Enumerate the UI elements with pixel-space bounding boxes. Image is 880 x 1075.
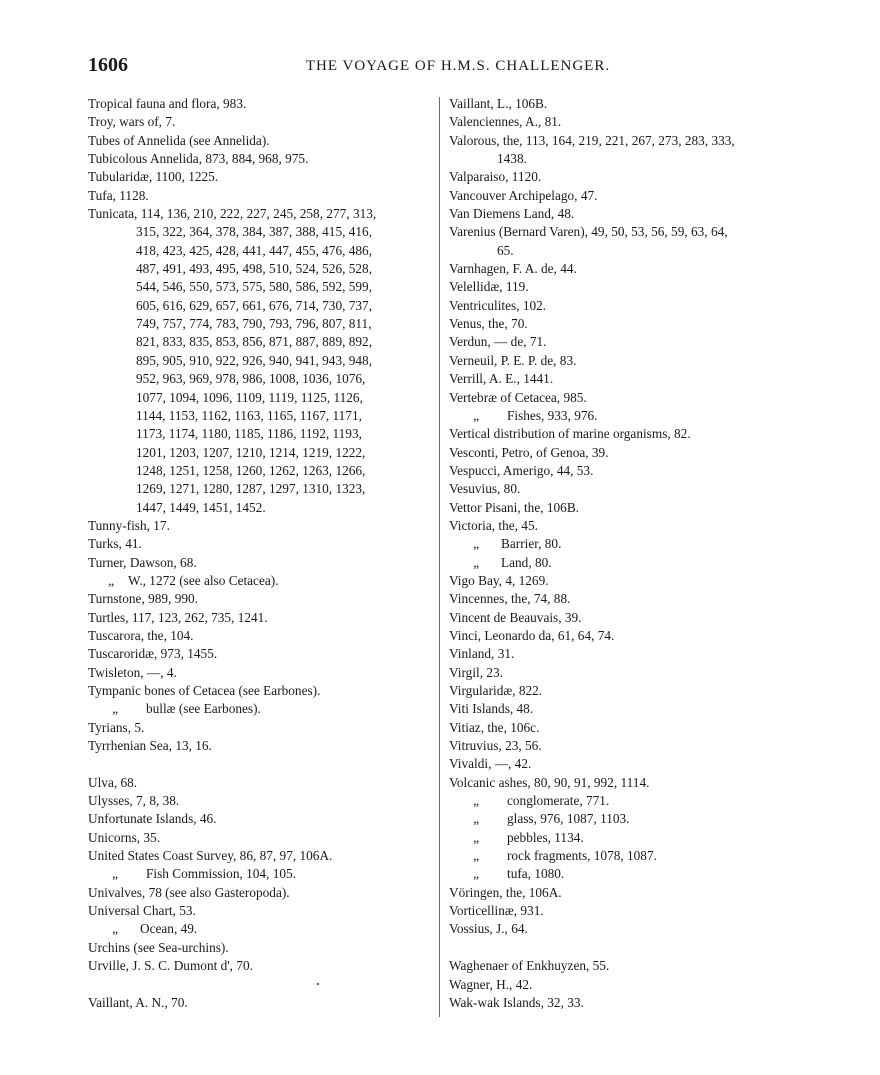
subentry-text: W., 1272 (see also Cetacea). bbox=[128, 572, 279, 588]
index-entry: Univalves, 78 (see also Gasteropoda). bbox=[88, 884, 290, 900]
subentry-text: rock fragments, 1078, 1087. bbox=[507, 848, 657, 864]
index-entry-continuation: 1269, 1271, 1280, 1287, 1297, 1310, 1323, bbox=[136, 481, 366, 497]
index-entry-continuation: 1173, 1174, 1180, 1185, 1186, 1192, 1193, bbox=[136, 426, 362, 442]
index-entry-continuation: 605, 616, 629, 657, 661, 676, 714, 730, 737, bbox=[136, 297, 373, 313]
index-entry: Vincent de Beauvais, 39. bbox=[449, 609, 582, 625]
print-speck bbox=[317, 983, 319, 985]
index-entry-continuation: 487, 491, 493, 495, 498, 510, 524, 526, 528, bbox=[136, 261, 373, 277]
index-entry: Wagner, H., 42. bbox=[449, 976, 533, 992]
index-entry-tunicata: Tunicata, 114, 136, 210, 222, 227, 245, 258, 277, 313, bbox=[88, 206, 377, 222]
index-entry: Tubicolous Annelida, 873, 884, 968, 975. bbox=[88, 151, 309, 167]
index-entry: Virgil, 23. bbox=[449, 664, 503, 680]
index-entry: Vivaldi, —, 42. bbox=[449, 756, 532, 772]
index-subentry bbox=[449, 407, 829, 425]
index-entry: Tubularidæ, 1100, 1225. bbox=[88, 169, 219, 185]
index-entry: Urville, J. S. C. Dumont d', 70. bbox=[88, 958, 253, 974]
index-entry: Van Diemens Land, 48. bbox=[449, 206, 575, 222]
index-entry: Vöringen, the, 106A. bbox=[449, 884, 562, 900]
index-entry: Turner, Dawson, 68. bbox=[88, 554, 197, 570]
index-entry: Vaillant, L., 106B. bbox=[449, 96, 548, 111]
index-entry: Tufa, 1128. bbox=[88, 187, 149, 203]
ditto-mark: „ bbox=[108, 572, 114, 588]
index-entry-continuation: 821, 833, 835, 853, 856, 871, 887, 889, 892, bbox=[136, 334, 373, 350]
index-entry: Volcanic ashes, 80, 90, 91, 992, 1114. bbox=[449, 774, 650, 790]
index-entry: Wak-wak Islands, 32, 33. bbox=[449, 994, 584, 1010]
index-entry: Turks, 41. bbox=[88, 536, 142, 552]
index-entry-continuation: 544, 546, 550, 573, 575, 580, 586, 592, 599, bbox=[136, 279, 373, 295]
subentry-text: bullæ (see Earbones). bbox=[146, 701, 261, 717]
index-entry: Vinland, 31. bbox=[449, 646, 515, 662]
index-entry: Valenciennes, A., 81. bbox=[449, 114, 562, 130]
index-entry: Vesuvius, 80. bbox=[449, 481, 521, 497]
ditto-mark: „ bbox=[473, 407, 479, 423]
index-entry: Vorticellinæ, 931. bbox=[449, 903, 544, 919]
index-entry: Tuscaroridæ, 973, 1455. bbox=[88, 646, 218, 662]
index-entry-continuation: 952, 963, 969, 978, 986, 1008, 1036, 1076, bbox=[136, 371, 366, 387]
index-entry: Vespucci, Amerigo, 44, 53. bbox=[449, 462, 594, 478]
ditto-mark: „ bbox=[112, 701, 118, 717]
running-title: THE VOYAGE OF H.M.S. CHALLENGER. bbox=[305, 58, 611, 74]
index-entry: Tympanic bones of Cetacea (see Earbones). bbox=[88, 683, 321, 698]
index-entry: Tropical fauna and flora, 983. bbox=[88, 96, 247, 111]
letter-gap bbox=[449, 939, 829, 957]
index-subentry bbox=[88, 700, 428, 718]
index-subentry bbox=[449, 865, 829, 883]
index-subentry bbox=[449, 535, 829, 553]
subentry-text: conglomerate, 771. bbox=[507, 793, 610, 809]
index-entry: Vitruvius, 23, 56. bbox=[449, 738, 542, 754]
index-subentry bbox=[88, 572, 428, 590]
index-entry: Vertical distribution of marine organisms, 82. bbox=[449, 426, 691, 442]
index-entry: Waghenaer of Enkhuyzen, 55. bbox=[449, 958, 610, 974]
index-entry: Verdun, — de, 71. bbox=[449, 334, 547, 350]
subentry-text: Fish Commission, 104, 105. bbox=[146, 866, 296, 882]
index-entry: Tubes of Annelida (see Annelida). bbox=[88, 132, 270, 148]
subentry-text: Barrier, 80. bbox=[501, 536, 562, 552]
index-entry: United States Coast Survey, 86, 87, 97, 106A. bbox=[88, 848, 333, 864]
letter-gap bbox=[88, 976, 428, 994]
subentry-text: Ocean, 49. bbox=[140, 921, 198, 937]
index-entry: Urchins (see Sea-urchins). bbox=[88, 939, 229, 955]
letter-gap bbox=[88, 755, 428, 773]
index-subentry bbox=[88, 865, 428, 883]
ditto-mark: „ bbox=[473, 554, 479, 570]
index-entry: Vertebræ of Cetacea, 985. bbox=[449, 389, 587, 405]
column-divider bbox=[439, 97, 440, 1017]
subentry-text: Fishes, 933, 976. bbox=[507, 407, 598, 423]
index-entry: Vesconti, Petro, of Genoa, 39. bbox=[449, 444, 609, 460]
index-entry-continuation: 1077, 1094, 1096, 1109, 1119, 1125, 1126, bbox=[136, 389, 363, 405]
index-entry: Vinci, Leonardo da, 61, 64, 74. bbox=[449, 627, 615, 643]
index-entry: Vettor Pisani, the, 106B. bbox=[449, 499, 580, 515]
index-entry: Valparaiso, 1120. bbox=[449, 169, 542, 185]
index-entry: Unicorns, 35. bbox=[88, 829, 161, 845]
index-entry: Verrill, A. E., 1441. bbox=[449, 371, 554, 387]
subentry-text: glass, 976, 1087, 1103. bbox=[507, 811, 630, 827]
index-entry-continuation: 1248, 1251, 1258, 1260, 1262, 1263, 1266, bbox=[136, 462, 366, 478]
index-subentry bbox=[449, 792, 829, 810]
index-entry-continuation: 1144, 1153, 1162, 1163, 1165, 1167, 1171, bbox=[136, 407, 362, 423]
index-entry: Vitiaz, the, 106c. bbox=[449, 719, 540, 735]
subentry-text: pebbles, 1134. bbox=[507, 829, 584, 845]
index-entry: Vancouver Archipelago, 47. bbox=[449, 187, 598, 203]
ditto-mark: „ bbox=[112, 866, 118, 882]
index-column-right bbox=[449, 95, 829, 1012]
index-entry: Vaillant, A. N., 70. bbox=[88, 994, 188, 1010]
index-subentry bbox=[449, 847, 829, 865]
index-column-left bbox=[88, 95, 428, 1012]
index-entry: Vossius, J., 64. bbox=[449, 921, 528, 937]
index-entry: Virgularidæ, 822. bbox=[449, 683, 543, 698]
index-entry-continuation: 749, 757, 774, 783, 790, 793, 796, 807, 811, bbox=[136, 316, 372, 332]
index-entry: Tunny-fish, 17. bbox=[88, 517, 170, 533]
ditto-mark: „ bbox=[473, 866, 479, 882]
index-entry: Vigo Bay, 4, 1269. bbox=[449, 572, 549, 588]
index-subentry bbox=[88, 920, 428, 938]
index-entry: Universal Chart, 53. bbox=[88, 903, 196, 919]
index-subentry bbox=[449, 829, 829, 847]
index-entry: Verneuil, P. E. P. de, 83. bbox=[449, 352, 577, 368]
ditto-mark: „ bbox=[473, 848, 479, 864]
ditto-mark: „ bbox=[473, 793, 479, 809]
index-entry: Twisleton, —, 4. bbox=[88, 664, 177, 680]
index-entry: Tyrrhenian Sea, 13, 16. bbox=[88, 738, 212, 754]
index-entry: Unfortunate Islands, 46. bbox=[88, 811, 217, 827]
index-entry: Turtles, 117, 123, 262, 735, 1241. bbox=[88, 609, 268, 625]
index-entry: Turnstone, 989, 990. bbox=[88, 591, 198, 607]
subentry-text: tufa, 1080. bbox=[507, 866, 565, 882]
index-entry: Tyrians, 5. bbox=[88, 719, 145, 735]
index-entry: Varnhagen, F. A. de, 44. bbox=[449, 261, 577, 277]
index-entry: Troy, wars of, 7. bbox=[88, 114, 176, 130]
index-entry: Tuscarora, the, 104. bbox=[88, 627, 194, 643]
index-entry: Vincennes, the, 74, 88. bbox=[449, 591, 571, 607]
ditto-mark: „ bbox=[112, 921, 118, 937]
index-subentry bbox=[449, 554, 829, 572]
subentry-text: Land, 80. bbox=[501, 554, 552, 570]
index-entry: Venus, the, 70. bbox=[449, 316, 528, 332]
page-number: 1606 bbox=[88, 54, 128, 76]
index-entry: Victoria, the, 45. bbox=[449, 517, 538, 533]
index-entry: Valorous, the, 113, 164, 219, 221, 267, 273, 283, 333, bbox=[449, 132, 735, 148]
index-subentry bbox=[449, 810, 829, 828]
index-entry: Varenius (Bernard Varen), 49, 50, 53, 56, 59, 63, 64, bbox=[449, 224, 728, 240]
index-entry: Ulysses, 7, 8, 38. bbox=[88, 793, 180, 809]
ditto-mark: „ bbox=[473, 536, 479, 552]
ditto-mark: „ bbox=[473, 811, 479, 827]
index-entry-continuation: 895, 905, 910, 922, 926, 940, 941, 943, 948, bbox=[136, 352, 373, 368]
page-header bbox=[88, 54, 828, 80]
index-entry: Velellidæ, 119. bbox=[449, 279, 529, 295]
index-entry-continuation: 1447, 1449, 1451, 1452. bbox=[136, 499, 266, 515]
index-entry-continuation: 315, 322, 364, 378, 384, 387, 388, 415, 416, bbox=[136, 224, 373, 240]
index-entry-continuation: 1438. bbox=[497, 151, 527, 167]
index-entry: Ulva, 68. bbox=[88, 774, 138, 790]
index-entry-continuation: 1201, 1203, 1207, 1210, 1214, 1219, 1222, bbox=[136, 444, 366, 460]
index-entry-continuation: 65. bbox=[497, 242, 514, 258]
index-entry: Ventriculites, 102. bbox=[449, 297, 547, 313]
ditto-mark: „ bbox=[473, 829, 479, 845]
index-entry-continuation: 418, 423, 425, 428, 441, 447, 455, 476, 486, bbox=[136, 242, 373, 258]
index-entry: Viti Islands, 48. bbox=[449, 701, 534, 717]
